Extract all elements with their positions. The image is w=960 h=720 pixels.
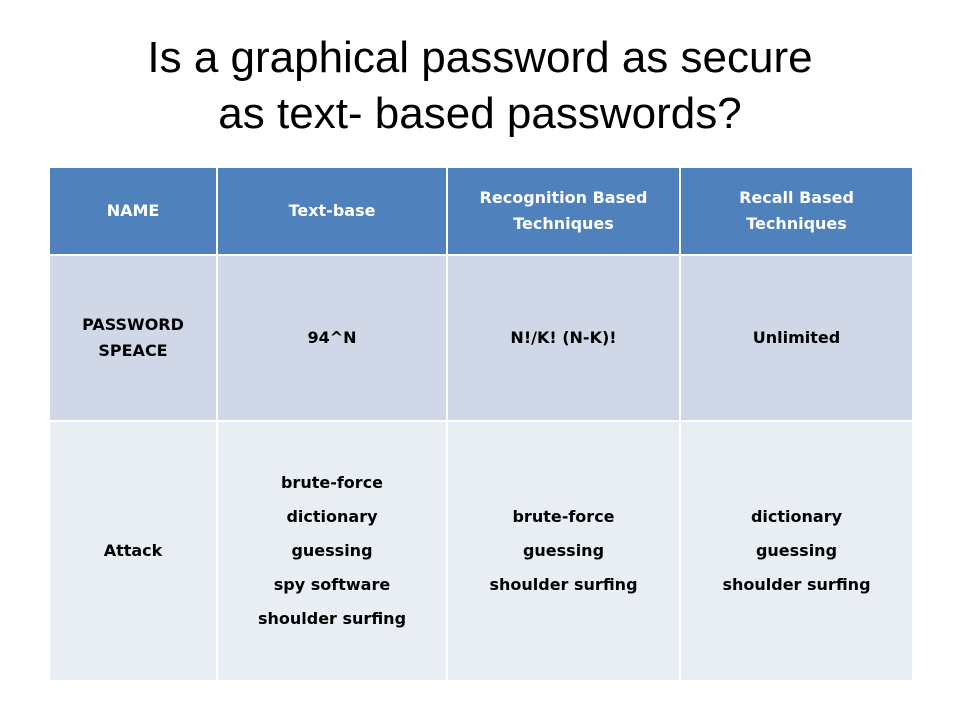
table-row-attack — [49, 421, 913, 681]
title-line-1: Is a graphical password as secure — [147, 33, 813, 82]
attack-item: shoulder surfing — [257, 609, 407, 628]
row-label: PASSWORD SPEACE — [49, 255, 217, 421]
attack-item: spy software — [273, 575, 391, 594]
header-name: NAME — [49, 167, 217, 255]
table-row-password-space — [49, 255, 913, 421]
attack-item: dictionary — [750, 507, 843, 526]
attack-item: brute-force — [280, 473, 384, 492]
attack-item: dictionary — [286, 507, 378, 526]
cell-recall: Unlimited — [680, 255, 913, 421]
table-header-row — [49, 167, 913, 255]
cell-text-base: 94^N — [217, 255, 447, 421]
attack-item: shoulder surfing — [489, 575, 638, 594]
cell-recognition: N!/K! (N-K)! — [447, 255, 680, 421]
attack-item: brute-force — [512, 507, 615, 526]
attack-item: shoulder surfing — [722, 575, 871, 594]
title-line-2: as text- based passwords? — [218, 89, 742, 138]
attack-item: guessing — [755, 541, 838, 560]
slide-title — [40, 30, 920, 142]
attack-item: guessing — [522, 541, 605, 560]
row-label: Attack — [49, 421, 217, 681]
header-recognition: Recognition Based Techniques — [447, 167, 680, 255]
comparison-table — [48, 166, 914, 682]
header-text-base: Text-base — [217, 167, 447, 255]
header-recall: Recall Based Techniques — [680, 167, 913, 255]
cell-recognition-attacks — [447, 421, 680, 681]
cell-recall-attacks — [680, 421, 913, 681]
attack-item: guessing — [291, 541, 373, 560]
cell-text-base-attacks — [217, 421, 447, 681]
